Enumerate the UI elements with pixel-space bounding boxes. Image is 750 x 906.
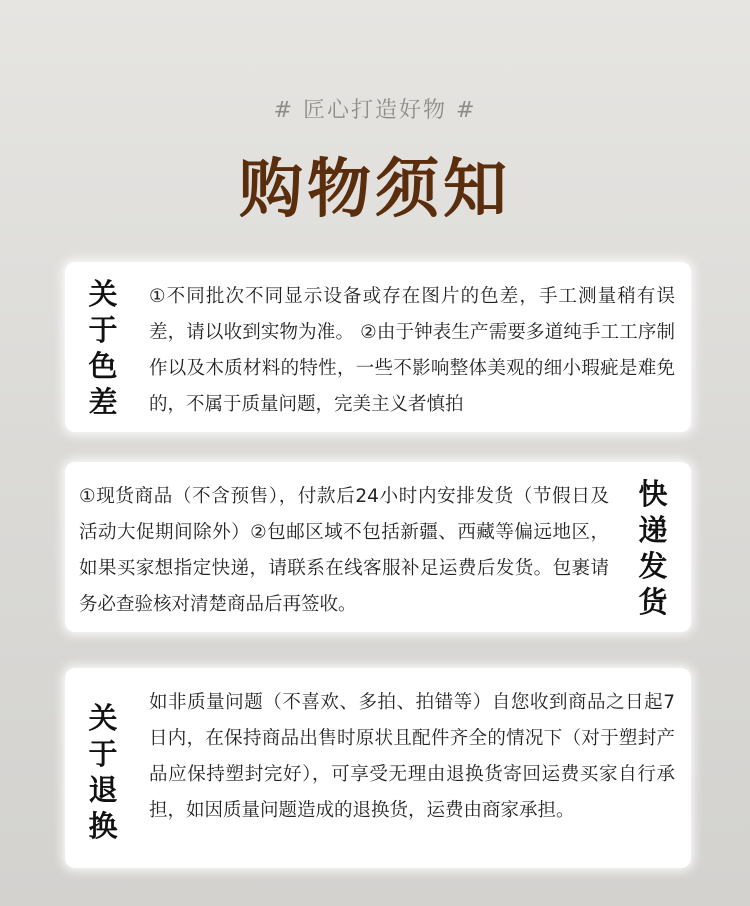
color-difference-label: 关 于 色 差 xyxy=(88,277,118,419)
page-subtitle: # 匠心打造好物 # xyxy=(273,98,477,123)
shipping-text: ①现货商品（不含预售），付款后24小时内安排发货（节假日及活动大促期间除外）②包邮区域不包括新疆、西藏等偏远地区，如果买家想指定快递，请联系在线客服补足运费后发货。包裹请务必查验核对清楚商品后再签收。 xyxy=(79,486,609,615)
shipping-card xyxy=(65,462,691,632)
return-exchange-label: 关 于 退 换 xyxy=(88,701,118,843)
color-difference-text: ①不同批次不同显示设备或存在图片的色差，手工测量稍有误差，请以收到实物为准。 ②由于钟表生产需要多道纯手工工序制作以及木质材料的特性，一些不影响整体美观的细小瑕疵是难免的，不属于质量问题，完美主义者慎拍 xyxy=(149,286,675,415)
color-difference-card xyxy=(65,262,691,432)
return-exchange-text: 如非质量问题（不喜欢、多拍、拍错等）自您收到商品之日起7日内，在保持商品出售时原状且配件齐全的情况下（对于塑封产品应保持塑封完好），可享受无理由退换货寄回运费买家自行承担，如因质量问题造成的退换货，运费由商家承担。 xyxy=(149,692,675,821)
page-title: 购物须知 xyxy=(239,152,511,227)
shipping-label: 快 递 发 货 xyxy=(638,477,668,619)
return-exchange-card xyxy=(65,668,691,868)
